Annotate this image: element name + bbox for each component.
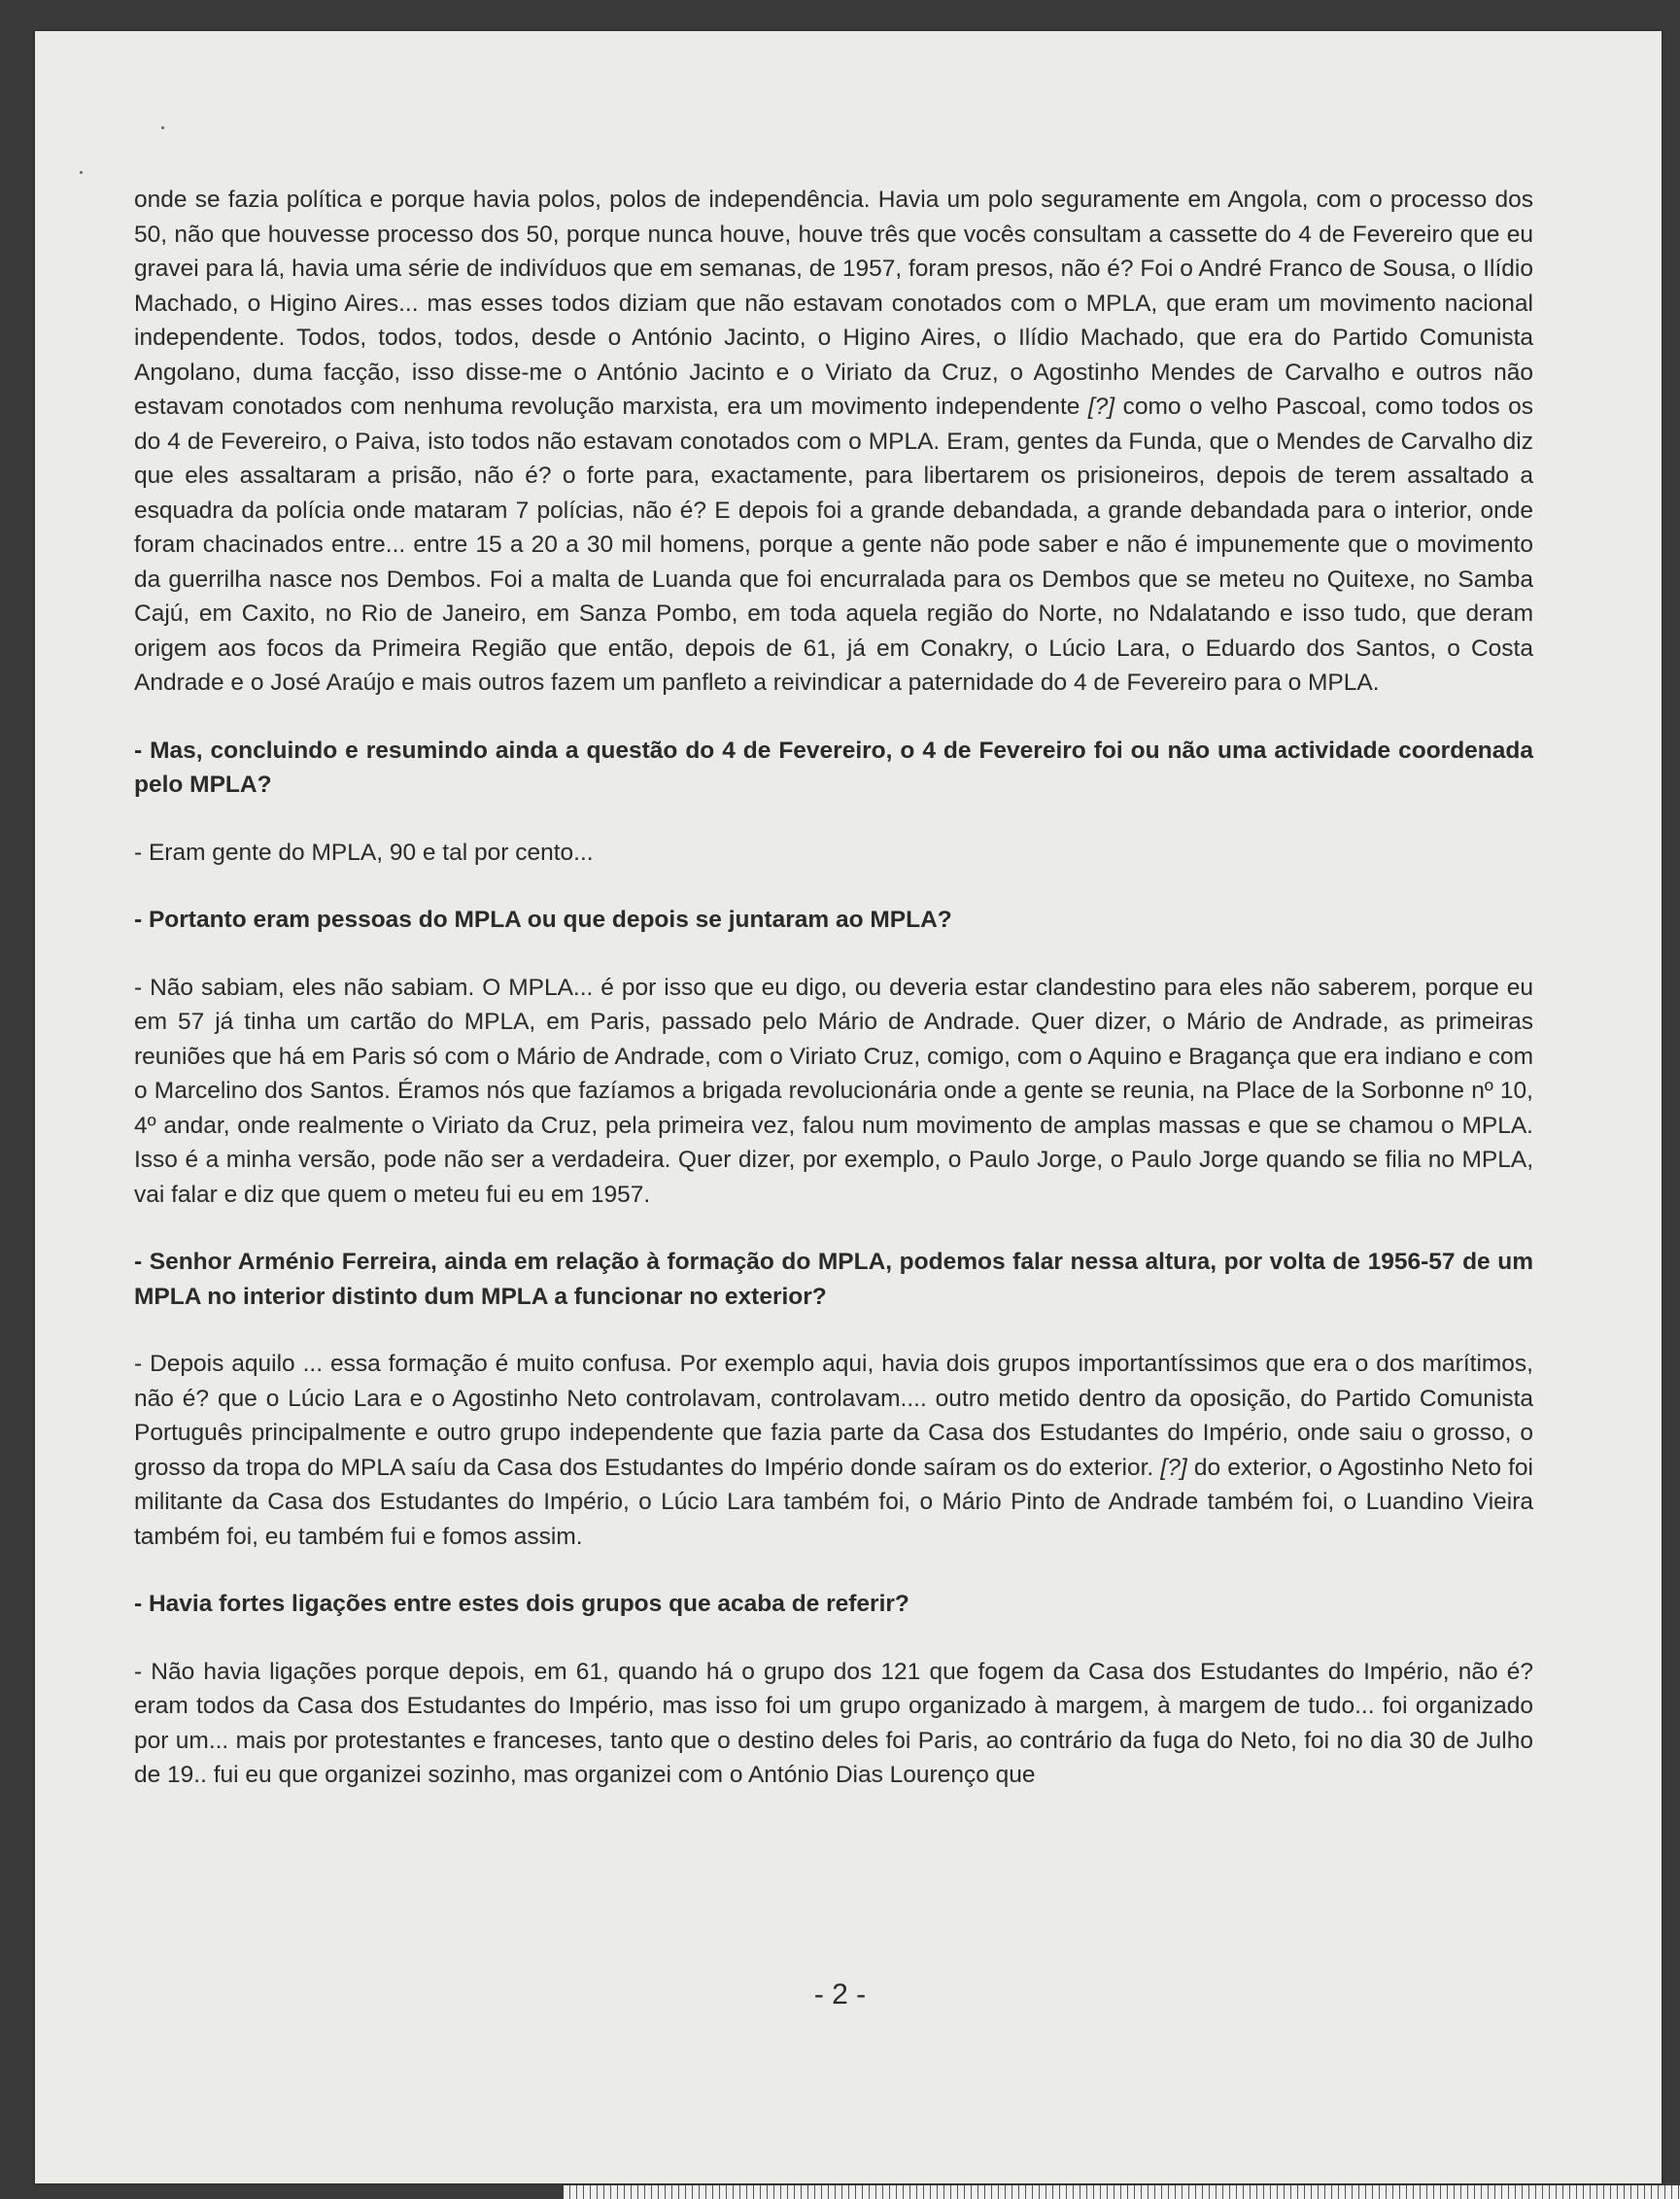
answer-paragraph <box>134 183 1533 701</box>
question-paragraph: - Mas, concluindo e resumindo ainda a questão do 4 de Fevereiro, o 4 de Fevereiro foi ou não uma actividade coordenada pelo MPLA? <box>134 737 1533 798</box>
paper-speck <box>161 126 164 129</box>
paper-speck <box>80 171 83 174</box>
text-span: - Depois aquilo ... essa formação é muito confusa. Por exemplo aqui, havia dois grupos importantíssimos que era o dos marítimos, não é? que o Lúcio Lara e o Agostinho Neto controlavam, controlavam.... outro metido dentro da oposição, do Partido Comunista Português principalmente e outro grupo independente que fazia parte da Casa dos Estudantes do Império, onde saiu o grosso, o grosso da tropa do MPLA saíu da Casa dos Estudantes do Império donde saíram os do exterior. <box>134 1351 1533 1481</box>
text-span: onde se fazia política e porque havia polos, polos de independência. Havia um polo seguramente em Angola, com o processo dos 50, não que houvesse processo dos 50, porque nunca houve, houve três que vocês consultam a cassette do 4 de Fevereiro que eu gravei para lá, havia uma série de indivíduos que em semanas, de 1957, foram presos, não é? Foi o André Franco de Sousa, o Ilídio Machado, o Higino Aires... mas esses todos diziam que não estavam conotados com o MPLA, que eram um movimento nacional independente. Todos, todos, todos, desde o António Jacinto, o Higino Aires, o Ilídio Machado, que era do Partido Comunista Angolano, duma facção, isso disse-me o António Jacinto e o Viriato da Cruz, o Agostinho Mendes de Carvalho e outros não estavam conotados com nenhuma revolução marxista, era um movimento independente <box>134 187 1533 420</box>
uncertain-marker: [?] <box>1160 1454 1187 1481</box>
answer-paragraph: - Não havia ligações porque depois, em 61, quando há o grupo dos 121 que fogem da Casa dos Estudantes do Império, não é? eram todos da Casa dos Estudantes do Império, mas isso foi um grupo organizado à margem, à margem de tudo... foi organizado por um... mais por protestantes e franceses, tanto que o destino deles foi Paris, ao contrário da fuga do Neto, foi no dia 30 de Julho de 19.. fui eu que organizei sozinho, mas organizei com o António Dias Lourenço que <box>134 1658 1533 1788</box>
page-number: - 2 - <box>813 1978 867 2010</box>
scale-ruler <box>564 2185 1680 2199</box>
document-body <box>134 183 1533 1826</box>
text-span: do exterior, o Agostinho Neto foi militante da Casa dos Estudantes do Império, o Lúcio Lara também foi, o Mário Pinto de Andrade também foi, o Luandino Vieira também foi, eu também fui e fomos assim. <box>134 1454 1533 1550</box>
answer-paragraph <box>134 1347 1533 1554</box>
answer-paragraph: - Não sabiam, eles não sabiam. O MPLA... é por isso que eu digo, ou deveria estar clandestino para eles não saberem, porque eu em 57 já tinha um cartão do MPLA, em Paris, passado pelo Mário de Andrade. Quer dizer, o Mário de Andrade, as primeiras reuniões que há em Paris só com o Mário de Andrade, com o Viriato Cruz, comigo, com o Aquino e Bragança que era indiano e com o Marcelino dos Santos. Éramos nós que fazíamos a brigada revolucionária onde a gente se reunia, na Place de la Sorbonne nº 10, 4º andar, onde realmente o Viriato da Cruz, pela primeira vez, falou num movimento de amplas massas e que se chamou o MPLA. Isso é a minha versão, pode não ser a verdadeira. Quer dizer, por exemplo, o Paulo Jorge, o Paulo Jorge quando se filia no MPLA, vai falar e diz que quem o meteu fui eu em 1957. <box>134 974 1533 1208</box>
question-paragraph: - Portanto eram pessoas do MPLA ou que depois se juntaram ao MPLA? <box>134 907 952 933</box>
answer-paragraph: - Eram gente do MPLA, 90 e tal por cento... <box>134 839 594 866</box>
text-span: como o velho Pascoal, como todos os do 4 de Fevereiro, o Paiva, isto todos não estavam conotados com o MPLA. Eram, gentes da Funda, que o Mendes de Carvalho diz que eles assaltaram a prisão, não é? o forte para, exactamente, para libertarem os prisioneiros, depois de terem assaltado a esquadra da polícia onde mataram 7 polícias, não é? E depois foi a grande debandada, a grande debandada para o interior, onde foram chacinados entre... entre 15 a 20 a 30 mil homens, porque a gente não pode saber e não é impunemente que o movimento da guerrilha nasce nos Dembos. Foi a malta de Luanda que foi encurralada para os Dembos que se meteu no Quitexe, no Samba Cajú, em Caxito, no Rio de Janeiro, em Sanza Pombo, em toda aquela região do Norte, no Ndalatando e isso tudo, que deram origem aos focos da Primeira Região que então, depois de 61, já em Conakry, o Lúcio Lara, o Eduardo dos Santos, o Costa Andrade e o José Araújo e mais outros fazem um panfleto a reivindicar a paternidade do 4 de Fevereiro para o MPLA. <box>134 394 1533 696</box>
question-paragraph: - Havia fortes ligações entre estes dois grupos que acaba de referir? <box>134 1591 909 1617</box>
uncertain-marker: [?] <box>1087 394 1115 420</box>
question-paragraph: - Senhor Arménio Ferreira, ainda em relação à formação do MPLA, podemos falar nessa altura, por volta de 1956-57 de um MPLA no interior distinto dum MPLA a funcionar no exterior? <box>134 1249 1533 1310</box>
